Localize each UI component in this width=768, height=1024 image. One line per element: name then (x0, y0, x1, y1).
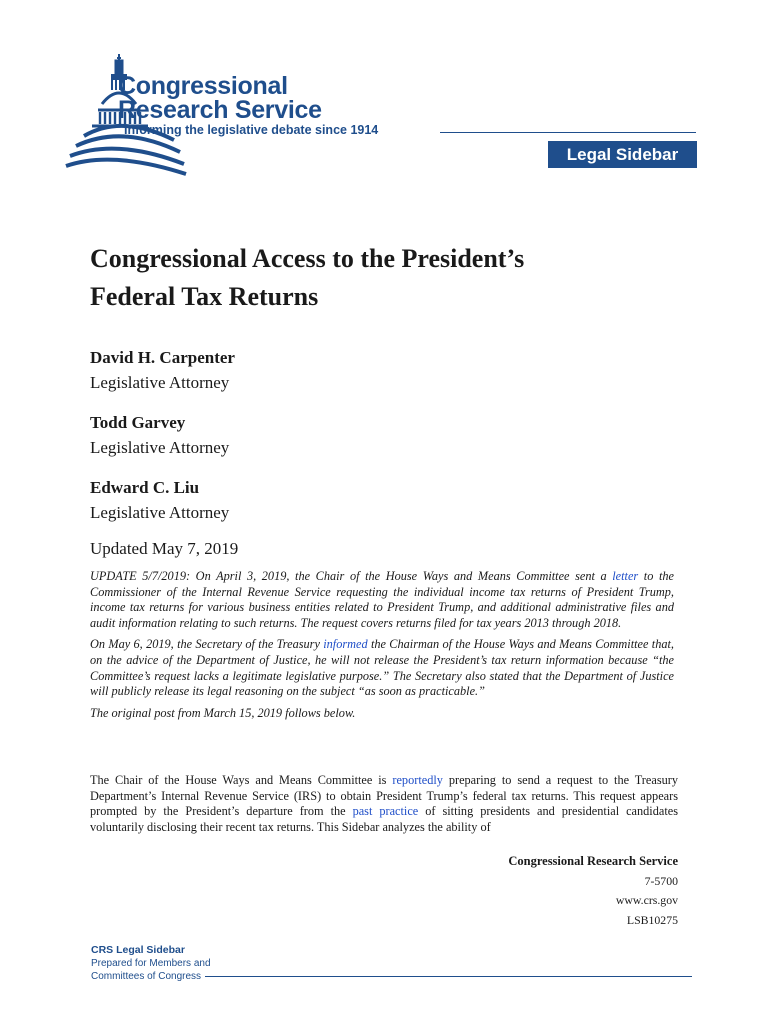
crs-name: Congressional Research Service (508, 854, 678, 868)
footer-line-1: Prepared for Members and (91, 958, 211, 969)
legal-sidebar-badge: Legal Sidebar (548, 141, 697, 168)
update-paragraph-2: On May 6, 2019, the Secretary of the Treasury informed the Chairman of the House Ways and Means Committee that, on the advice of the Department of Justice, he will not release the President’s tax return information because “the Committee’s request lacks a legitimate legislative purpose.” The Secretary also stated that the Department of Justice will publicly release its legal reasoning on the subject “as soon as practicable.” (90, 637, 674, 699)
body-paragraph: The Chair of the House Ways and Means Committee is reportedly preparing to send a request to the Treasury Department’s Internal Revenue Service (IRS) to obtain President Trump’s federal tax returns. This request appears prompted by the President’s departure from the past practice of sitting presidents and presidential candidates voluntarily disclosing their recent tax returns. This Sidebar analyzes the ability of (90, 773, 678, 834)
tagline-divider (440, 132, 696, 133)
author-name: Todd Garvey (90, 413, 186, 432)
author-role: Legislative Attorney (90, 503, 230, 522)
title-line-2: Federal Tax Returns (90, 282, 319, 311)
crs-report-code: LSB10275 (626, 912, 678, 927)
updated-date: Updated May 7, 2019 (90, 539, 239, 558)
past-practice-link[interactable]: past practice (352, 804, 419, 819)
brand-line-1: Congressional (118, 72, 288, 100)
author-block (90, 410, 490, 460)
document-title (90, 240, 650, 316)
crs-website: www.crs.gov (615, 893, 678, 907)
brand-line-2: Research Service (118, 96, 322, 124)
title-line-1: Congressional Access to the President’s (90, 244, 525, 273)
letter-link[interactable]: letter (612, 569, 639, 583)
author-role: Legislative Attorney (90, 373, 230, 392)
update-paragraph-1: UPDATE 5/7/2019: On April 3, 2019, the Chair of the House Ways and Means Committee sent a letter to the Commissioner of the Internal Revenue Service requesting the individual income tax returns of President Trump, income tax returns for various business entities related to President Trump, and additional administrative files and audit information relating to such returns. The request covers returns filed for tax years 2013 through 2018. (90, 569, 674, 630)
update-note (90, 569, 674, 727)
author-role: Legislative Attorney (90, 438, 230, 457)
informed-link[interactable]: informed (323, 637, 368, 652)
reportedly-link[interactable]: reportedly (392, 773, 443, 787)
author-name: David H. Carpenter (90, 348, 235, 367)
update-paragraph-3: The original post from March 15, 2019 follows below. (90, 705, 356, 720)
footer-title: CRS Legal Sidebar (91, 944, 185, 956)
crs-phone: 7-5700 (644, 873, 678, 888)
tagline: Informing the legislative debate since 1914 (124, 123, 379, 137)
crs-info-block (508, 852, 678, 930)
footer-line-2: Committees of Congress (91, 971, 202, 982)
footer-divider (205, 976, 692, 977)
author-block (90, 475, 490, 525)
author-block (90, 345, 490, 395)
author-name: Edward C. Liu (90, 478, 200, 497)
